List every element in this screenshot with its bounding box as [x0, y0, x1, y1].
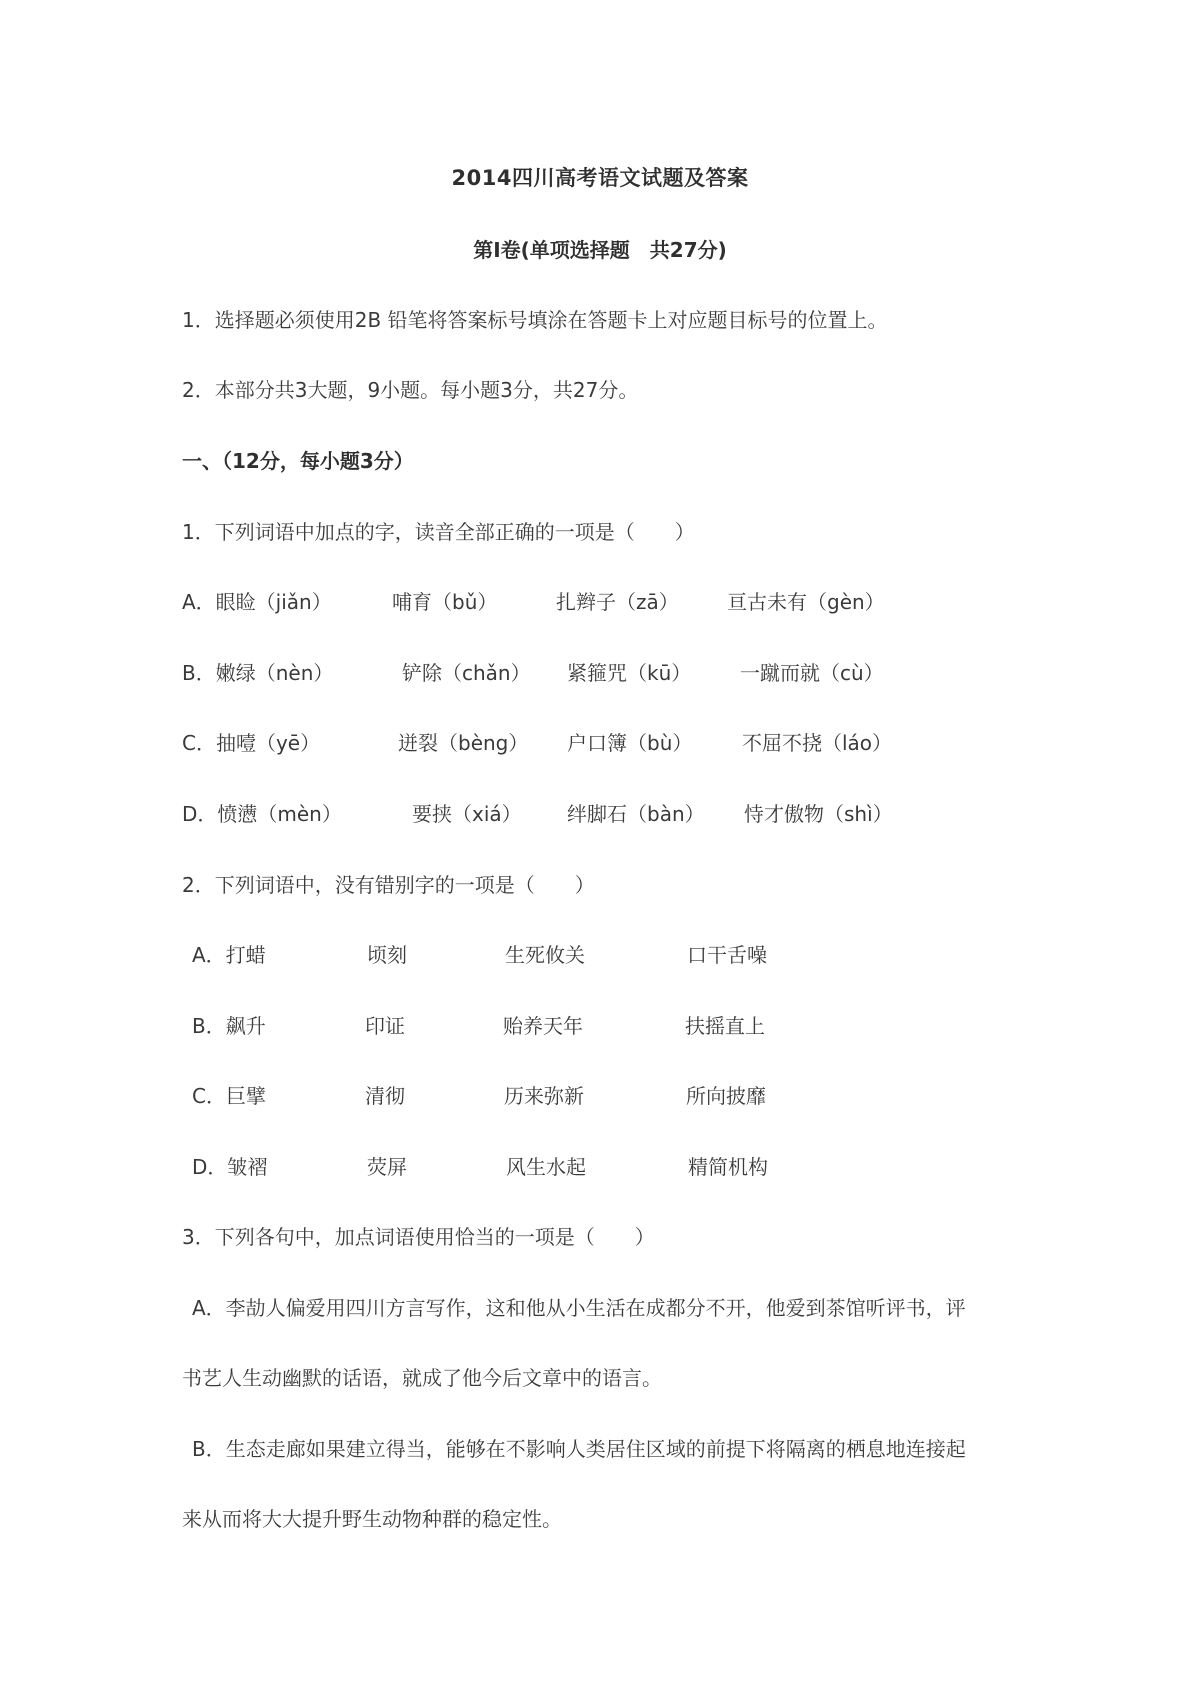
- q1-option-c-item-4: 不屈不挠（láo）: [742, 731, 893, 755]
- q2-option-b: [192, 1012, 832, 1040]
- q2-option-a-item-1: A．打蜡: [192, 943, 266, 967]
- q2-option-d: [192, 1153, 832, 1181]
- q1-option-b-item-2: 铲除（chǎn）: [402, 661, 531, 685]
- q3-option-a-line-1: A．李劼人偏爱用四川方言写作，这和他从小生活在成都分不开，他爱到茶馆听评书，评: [192, 1296, 966, 1320]
- q2-option-a-item-4: 口干舌噪: [687, 943, 767, 967]
- q2-option-c: [192, 1082, 832, 1110]
- q2-option-a: [192, 941, 832, 969]
- q2-option-b-item-1: B．飙升: [192, 1014, 266, 1038]
- q1-option-a-item-3: 扎辫子（zā）: [556, 590, 679, 614]
- q3-stem: 3．下列各句中，加点词语使用恰当的一项是（ ）: [182, 1225, 655, 1249]
- q2-stem: 2．下列词语中，没有错别字的一项是（ ）: [182, 873, 595, 897]
- q2-option-a-item-2: 顷刻: [367, 943, 407, 967]
- q2-option-d-item-4: 精简机构: [688, 1155, 768, 1179]
- q1-option-d-item-2: 要挟（xiá）: [412, 802, 522, 826]
- section-title: 第Ⅰ卷(单项选择题 共27分): [473, 238, 727, 262]
- instruction-1: 1．选择题必须使用2B 铅笔将答案标号填涂在答题卡上对应题目标号的位置上。: [182, 308, 888, 332]
- q2-option-a-item-3: 生死攸关: [505, 943, 585, 967]
- q1-option-a-item-2: 哺育（bǔ）: [392, 590, 498, 614]
- q2-option-b-item-2: 印证: [365, 1014, 405, 1038]
- q1-option-b-item-3: 紧箍咒（kū）: [567, 661, 692, 685]
- q3-option-a-line-2: 书艺人生动幽默的话语，就成了他今后文章中的语言。: [182, 1366, 662, 1390]
- q1-option-a-item-4: 亘古未有（gèn）: [727, 590, 885, 614]
- q1-option-d-item-3: 绊脚石（bàn）: [567, 802, 705, 826]
- q1-option-c-item-3: 户口簿（bù）: [567, 731, 693, 755]
- q3-option-b-line-1: B．生态走廊如果建立得当，能够在不影响人类居住区域的前提下将隔离的栖息地连接起: [192, 1437, 966, 1461]
- part-heading: 一、（12分，每小题3分）: [182, 449, 414, 473]
- q1-option-b-item-4: 一蹴而就（cù）: [740, 661, 884, 685]
- q1-option-c: [182, 729, 942, 757]
- q1-option-c-item-1: C．抽噎（yē）: [182, 731, 321, 755]
- q1-option-d-item-1: D．愤懑（mèn）: [182, 802, 342, 826]
- q1-option-c-item-2: 迸裂（bèng）: [398, 731, 529, 755]
- q1-option-b-item-1: B．嫩绿（nèn）: [182, 661, 334, 685]
- q2-option-c-item-4: 所向披靡: [686, 1084, 766, 1108]
- instruction-2: 2．本部分共3大题，9小题。每小题3分，共27分。: [182, 378, 639, 402]
- q2-option-b-item-4: 扶摇直上: [685, 1014, 765, 1038]
- q2-option-d-item-1: D．皱褶: [192, 1155, 268, 1179]
- q2-option-c-item-1: C．巨擘: [192, 1084, 266, 1108]
- q1-option-d: [182, 800, 942, 828]
- q2-option-c-item-2: 清彻: [365, 1084, 405, 1108]
- q1-option-d-item-4: 恃才傲物（shì）: [744, 802, 893, 826]
- q1-stem: 1．下列词语中加点的字，读音全部正确的一项是（ ）: [182, 520, 695, 544]
- q2-option-c-item-3: 历来弥新: [504, 1084, 584, 1108]
- q3-option-b-line-2: 来从而将大大提升野生动物种群的稳定性。: [182, 1507, 562, 1531]
- document-title: 2014四川高考语文试题及答案: [451, 166, 749, 190]
- q1-option-a: [182, 588, 942, 616]
- q1-option-a-item-1: A．眼睑（jiǎn）: [182, 590, 332, 614]
- q1-option-b: [182, 659, 942, 687]
- q2-option-d-item-3: 风生水起: [506, 1155, 586, 1179]
- q2-option-b-item-3: 贻养天年: [503, 1014, 583, 1038]
- q2-option-d-item-2: 荧屏: [367, 1155, 407, 1179]
